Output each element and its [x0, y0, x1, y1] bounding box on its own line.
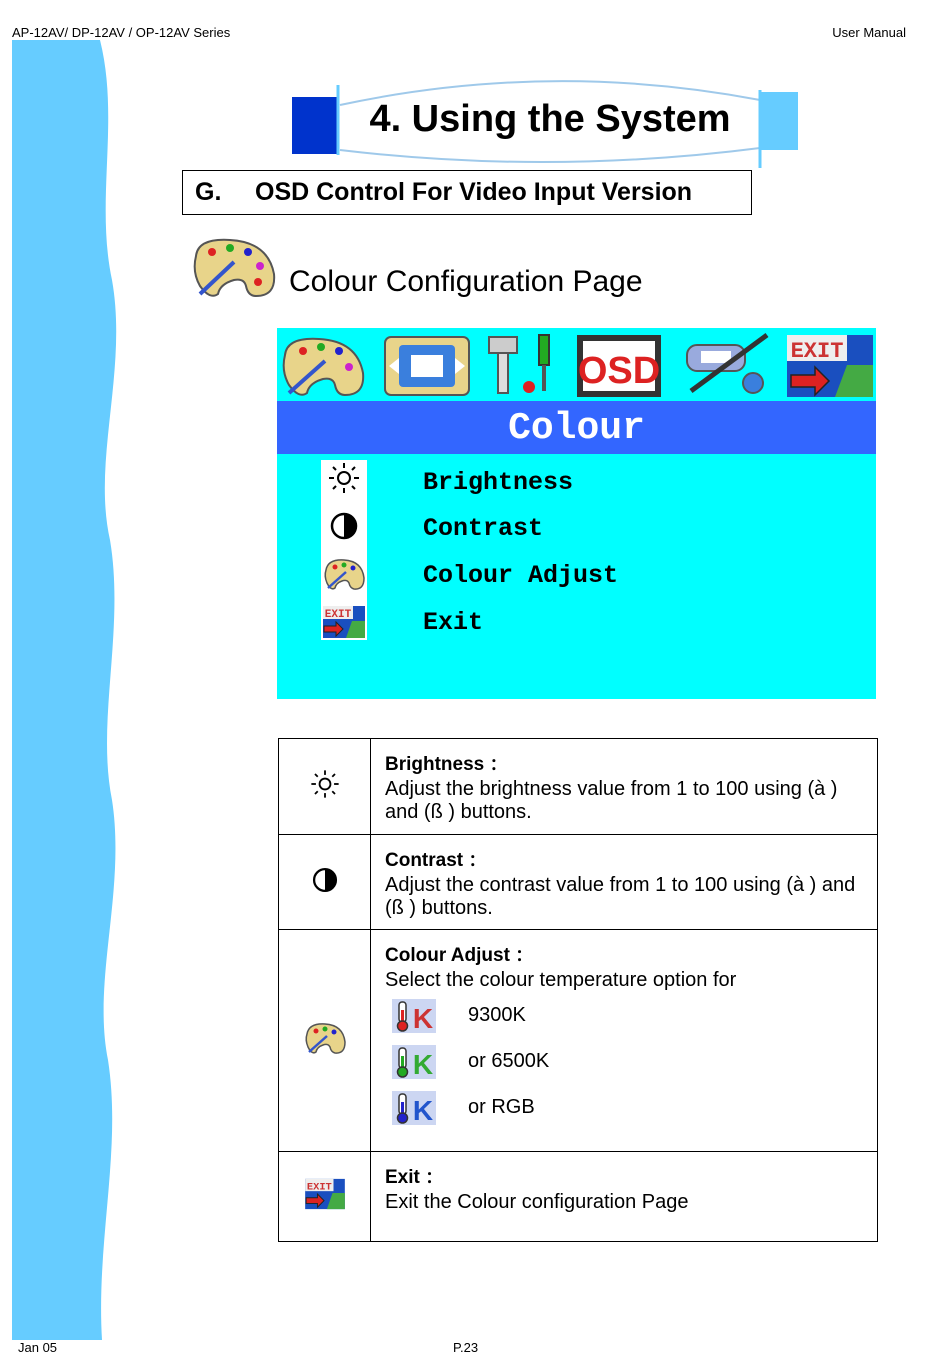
term-brightness: Brightness ：: [385, 754, 509, 775]
table-row: [279, 930, 878, 1152]
exit-icon: [785, 331, 875, 399]
table-row: [279, 1152, 878, 1242]
osd-menu-screen: [277, 328, 876, 699]
svg-text:OSD: OSD: [577, 350, 661, 392]
svg-text:EXIT: EXIT: [306, 1181, 332, 1194]
temp-option-row: [385, 992, 873, 1038]
osd-item-contrast[interactable]: Contrast: [423, 514, 544, 543]
desc-brightness: Adjust the brightness value from 1 to 100 using (à ) and (ß ) buttons.: [385, 778, 838, 823]
term-exit: Exit ：: [385, 1167, 445, 1188]
temp-option-rgb: or RGB: [468, 1096, 535, 1118]
thermometer-k-green-icon: [391, 1044, 437, 1080]
svg-text:EXIT: EXIT: [324, 609, 352, 621]
table-row: [279, 835, 878, 930]
temp-option-row: [385, 1038, 873, 1084]
palette-icon: [302, 1020, 348, 1056]
contrast-icon: [322, 508, 366, 544]
table-icon-cell: [279, 930, 371, 1152]
desc-colour-adjust: Select the colour temperature option for: [385, 969, 737, 991]
table-row: [279, 739, 878, 835]
section-heading-box: [182, 170, 752, 215]
header-right: User Manual: [832, 25, 906, 40]
temp-option-6500k: or 6500K: [468, 1050, 550, 1072]
chapter-title: 4. Using the System: [369, 98, 731, 140]
sun-icon: [305, 767, 345, 801]
term-colour-adjust: Colour Adjust ：: [385, 945, 535, 966]
osd-tab-bar: [277, 328, 876, 401]
description-table: [278, 738, 878, 1242]
desc-contrast: Adjust the contrast value from 1 to 100 using (à ) and (ß ) buttons.: [385, 874, 856, 919]
section-letter: G.: [195, 178, 222, 206]
palette-icon: [322, 556, 366, 592]
table-icon-cell: [279, 739, 371, 835]
temp-option-row: [385, 1084, 873, 1130]
osd-title-bar: [277, 401, 876, 454]
palette-icon: [190, 234, 278, 300]
header-left: AP-12AV/ DP-12AV / OP-12AV Series: [12, 25, 231, 40]
exit-icon: [322, 604, 366, 640]
page-title: Colour Configuration Page: [289, 265, 643, 298]
exit-icon: [302, 1177, 348, 1211]
desc-exit: Exit the Colour configuration Page: [385, 1191, 689, 1213]
table-icon-cell: [279, 835, 371, 930]
table-text-cell: [371, 930, 878, 1152]
thermometer-k-red-icon: [391, 998, 437, 1034]
temp-option-9300k: 9300K: [468, 1004, 526, 1026]
svg-text:K: K: [412, 1049, 434, 1080]
decorative-wave-strip: [0, 40, 130, 1340]
options-icon: [681, 331, 775, 399]
table-text-cell: [371, 1152, 878, 1242]
position-icon: [381, 331, 473, 399]
table-icon-cell: [279, 1152, 371, 1242]
osd-item-colour-adjust[interactable]: Colour Adjust: [423, 561, 619, 590]
sun-icon: [322, 460, 366, 496]
osd-title: Colour: [508, 407, 645, 450]
footer-date: Jan 05: [18, 1340, 58, 1355]
contrast-icon: [305, 863, 345, 897]
page-number: P.23: [453, 1340, 479, 1355]
table-text-cell: [371, 835, 878, 930]
svg-text:K: K: [412, 1003, 434, 1034]
thermometer-k-blue-icon: [391, 1090, 437, 1126]
palette-icon: [279, 331, 367, 399]
term-contrast: Contrast ：: [385, 850, 488, 871]
svg-text:EXIT: EXIT: [790, 339, 844, 364]
osd-icon: [575, 331, 663, 399]
svg-text:K: K: [412, 1095, 434, 1126]
osd-item-brightness[interactable]: Brightness: [423, 468, 574, 497]
section-title: OSD Control For Video Input Version: [255, 178, 693, 206]
osd-item-exit[interactable]: Exit: [423, 608, 484, 637]
table-text-cell: [371, 739, 878, 835]
tools-icon: [485, 331, 565, 399]
